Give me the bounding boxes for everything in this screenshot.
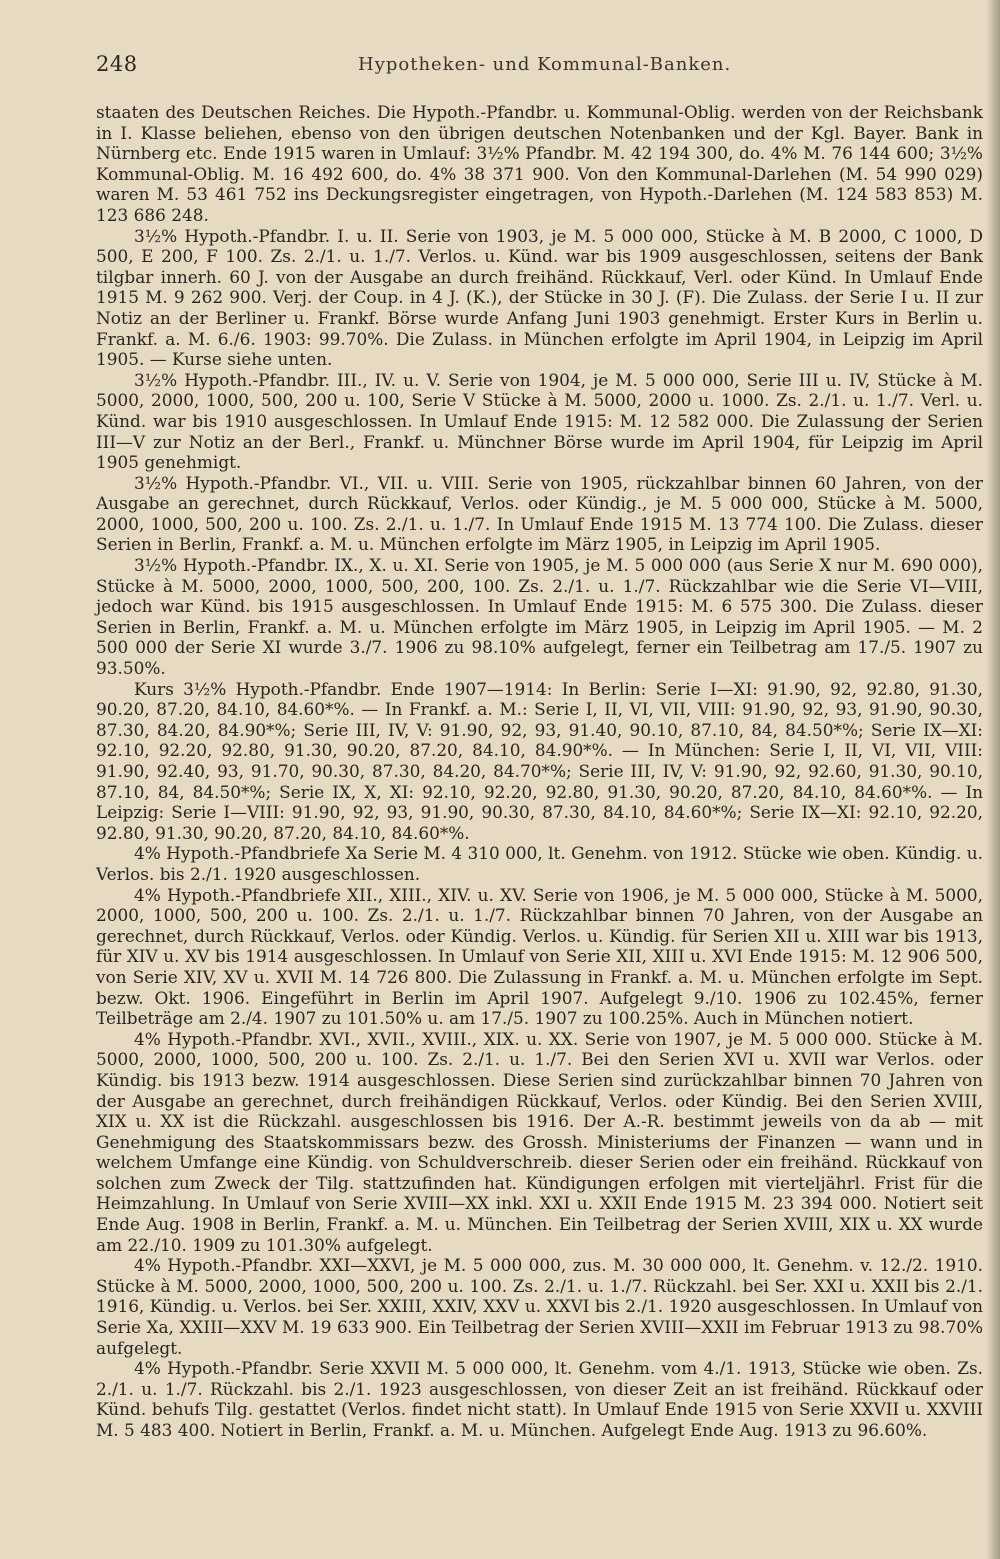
page-number: 248 <box>96 52 138 76</box>
paragraph: 4% Hypoth.-Pfandbr. Serie XXVII M. 5 000 000, lt. Genehm. vom 4./1. 1913, Stücke wie oben. Zs. 2./1. u. 1./7. Rückzahl. bis 2./1. 1923 ausgeschlossen, von dieser Zeit an ist freihänd. Rückkauf oder Künd. behufs Tilg. gestattet (Verlos. findet nicht statt). In Umlauf Ende 1915 von Serie XXVII u. XXVIII M. 5 483 400. Notiert in Berlin, Frankf. a. M. u. München. Aufgelegt Ende Aug. 1913 zu 96.60%. <box>96 1358 983 1440</box>
paragraph: 4% Hypoth.-Pfandbriefe XII., XIII., XIV. u. XV. Serie von 1906, je M. 5 000 000, Stücke à M. 5000, 2000, 1000, 500, 200 u. 100. Zs. 2./1. u. 1./7. Rückzahlbar binnen 70 Jahren, von der Ausgabe an gerechnet, durch Rückkauf, Verlos. oder Kündig. Verlos. u. Kündig. für Serien XII u. XIII war bis 1913, für XIV u. XV bis 1914 ausgeschlossen. In Umlauf von Serie XII, XIII u. XVI Ende 1915: M. 12 906 500, von Serie XIV, XV u. XVII M. 14 726 800. Die Zulassung in Frankf. a. M. u. München erfolgte im Sept. bezw. Okt. 1906. Eingeführt in Berlin im April 1907. Aufgelegt 9./10. 1906 zu 102.45%, ferner Teilbeträge am 2./4. 1907 zu 101.50% u. am 17./5. 1907 zu 100.25%. Auch in München notiert. <box>96 884 983 1029</box>
running-title: Hypotheken- und Kommunal-Banken. <box>358 54 732 75</box>
paragraph: 4% Hypoth.-Pfandbriefe Xa Serie M. 4 310 000, lt. Genehm. von 1912. Stücke wie oben. Kündig. u. Verlos. bis 2./1. 1920 ausgeschlossen. <box>96 843 983 884</box>
paragraph: 3½% Hypoth.-Pfandbr. III., IV. u. V. Serie von 1904, je M. 5 000 000, Serie III u. IV, Stücke à M. 5000, 2000, 1000, 500, 200 u. 100, Serie V Stücke à M. 5000, 2000 u. 1000. Zs. 2./1. u. 1./7. Verl. u. Künd. war bis 1910 ausgeschlossen. In Umlauf Ende 1915: M. 12 582 000. Die Zulassung der Serien III—V zur Notiz an der Berl., Frankf. u. Münchner Börse wurde im April 1904, für Leipzig im April 1905 genehmigt. <box>96 369 983 473</box>
paragraph: 3½% Hypoth.-Pfandbr. IX., X. u. XI. Serie von 1905, je M. 5 000 000 (aus Serie X nur M. 690 000), Stücke à M. 5000, 2000, 1000, 500, 200, 100. Zs. 2./1. u. 1./7. Rückzahlbar wie die Serie VI—VIII, jedoch war Künd. bis 1915 ausgeschlossen. In Umlauf Ende 1915: M. 6 575 300. Die Zulass. dieser Serien in Berlin, Frankf. a. M. u. München erfolgte im März 1905, in Leipzig im April 1905. — M. 2 500 000 der Serie XI wurde 3./7. 1906 zu 98.10% aufgelegt, ferner ein Teilbetrag am 17./5. 1907 zu 93.50%. <box>96 555 983 679</box>
body-text <box>96 102 983 1441</box>
paragraph: staaten des Deutschen Reiches. Die Hypoth.-Pfandbr. u. Kommunal-Oblig. werden von der Reichsbank in I. Klasse beliehen, ebenso von den übrigen deutschen Notenbanken und der Kgl. Bayer. Bank in Nürnberg etc. Ende 1915 waren in Umlauf: 3½% Pfandbr. M. 42 194 300, do. 4% M. 76 144 600; 3½% Kommunal-Oblig. M. 16 492 600, do. 4% 38 371 900. Von den Kommunal-Darlehen (M. 54 990 029) waren M. 53 461 752 ins Deckungsregister eingetragen, von Hypoth.-Darlehen (M. 124 583 853) M. 123 686 248. <box>96 102 983 225</box>
page-header <box>96 52 956 82</box>
paragraph: 3½% Hypoth.-Pfandbr. I. u. II. Serie von 1903, je M. 5 000 000, Stücke à M. B 2000, C 1000, D 500, E 200, F 100. Zs. 2./1. u. 1./7. Verlos. u. Künd. war bis 1909 ausgeschlossen, seitens der Bank tilgbar innerh. 60 J. von der Ausgabe an durch freihänd. Rückkauf, Verl. oder Künd. In Umlauf Ende 1915 M. 9 262 900. Verj. der Coup. in 4 J. (K.), der Stücke in 30 J. (F). Die Zulass. der Serie I u. II zur Notiz an der Berliner u. Frankf. Börse wurde Anfang Juni 1903 genehmigt. Erster Kurs in Berlin u. Frankf. a. M. 6./6. 1903: 99.70%. Die Zulass. in München erfolgte im April 1904, in Leipzig im April 1905. — Kurse siehe unten. <box>96 225 983 370</box>
page-edge-shadow <box>986 0 1000 1559</box>
paragraph: 4% Hypoth.-Pfandbr. XXI—XXVI, je M. 5 000 000, zus. M. 30 000 000, lt. Genehm. v. 12./2. 1910. Stücke à M. 5000, 2000, 1000, 500, 200 u. 100. Zs. 2./1. u. 1./7. Rückzahl. bei Ser. XXI u. XXII bis 2./1. 1916, Kündig. u. Verlos. bei Ser. XXIII, XXIV, XXV u. XXVI bis 2./1. 1920 ausgeschlossen. In Umlauf von Serie Xa, XXIII—XXV M. 19 633 900. Ein Teilbetrag der Serien XVIII—XXII im Februar 1913 zu 98.70% aufgelegt. <box>96 1255 983 1358</box>
paragraph: 4% Hypoth.-Pfandbr. XVI., XVII., XVIII., XIX. u. XX. Serie von 1907, je M. 5 000 000. Stücke à M. 5000, 2000, 1000, 500, 200 u. 100. Zs. 2./1. u. 1./7. Bei den Serien XVI u. XVII war Verlos. oder Kündig. bis 1913 bezw. 1914 ausgeschlossen. Diese Serien sind zurückzahlbar binnen 70 Jahren von der Ausgabe an gerechnet, durch freihändigen Rückkauf, Verlos. oder Kündig. Bei den Serien XVIII, XIX u. XX ist die Rückzahl. ausgeschlossen bis 1916. Der A.-R. bestimmt jeweils von da ab — mit Genehmigung des Staatskommissars bezw. des Grossh. Ministeriums der Finanzen — wann und in welchem Umfange eine Kündig. von Schuldverschreib. dieser Serien oder ein freihänd. Rückkauf von solchen zum Zweck der Tilg. stattzufinden hat. Kündigungen erfolgen mit vierteljährl. Frist für die Heimzahlung. In Umlauf von Serie XVIII—XX inkl. XXI u. XXII Ende 1915 M. 23 394 000. Notiert seit Ende Aug. 1908 in Berlin, Frankf. a. M. u. München. Ein Teilbetrag der Serien XVIII, XIX u. XX wurde am 22./10. 1909 zu 101.30% aufgelegt. <box>96 1028 983 1255</box>
paragraph: 3½% Hypoth.-Pfandbr. VI., VII. u. VIII. Serie von 1905, rückzahlbar binnen 60 Jahren, von der Ausgabe an gerechnet, durch Rückkauf, Verlos. oder Kündig., je M. 5 000 000, Stücke à M. 5000, 2000, 1000, 500, 200 u. 100. Zs. 2./1. u. 1./7. In Umlauf Ende 1915 M. 13 774 100. Die Zulass. dieser Serien in Berlin, Frankf. a. M. u. München erfolgte im März 1905, in Leipzig im April 1905. <box>96 472 983 555</box>
paragraph: Kurs 3½% Hypoth.-Pfandbr. Ende 1907—1914: In Berlin: Serie I—XI: 91.90, 92, 92.80, 91.30, 90.20, 87.20, 84.10, 84.60*%. — In Frankf. a. M.: Serie I, II, VI, VII, VIII: 91.90, 92, 93, 91.90, 90.30, 87.30, 84.20, 84.90*%; Serie III, IV, V: 91.90, 92, 93, 91.40, 90.10, 87.10, 84, 84.50*%; Serie IX—XI: 92.10, 92.20, 92.80, 91.30, 90.20, 87.20, 84.10, 84.90*%. — In München: Serie I, II, VI, VII, VIII: 91.90, 92.40, 93, 91.70, 90.30, 87.30, 84.20, 84.70*%; Serie III, IV, V: 91.90, 92, 92.60, 91.30, 90.10, 87.10, 84, 84.50*%; Serie IX, X, XI: 92.10, 92.20, 92.80, 91.30, 90.20, 87.20, 84.10, 84.60*%. — In Leipzig: Serie I—VIII: 91.90, 92, 93, 91.90, 90.30, 87.30, 84.10, 84.60*%; Serie IX—XI: 92.10, 92.20, 92.80, 91.30, 90.20, 87.20, 84.10, 84.60*%. <box>96 678 983 843</box>
